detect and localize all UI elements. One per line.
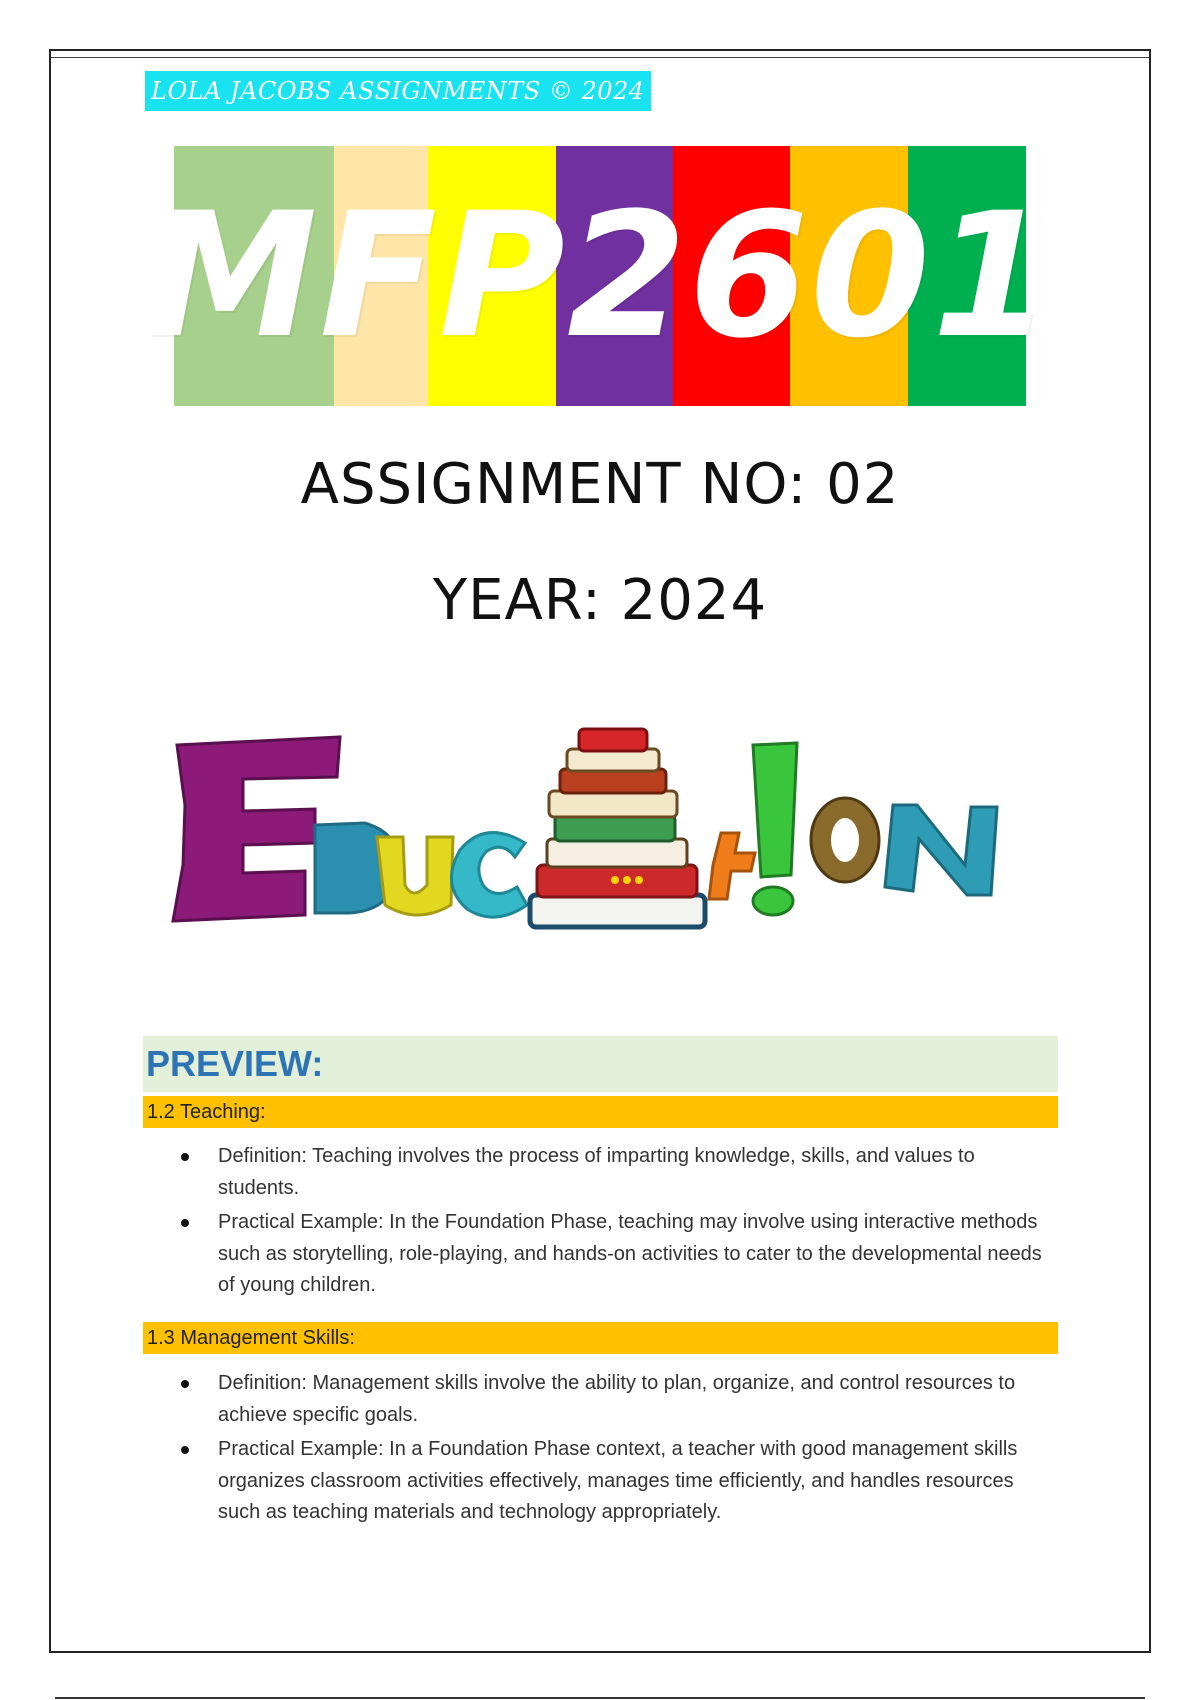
section-bullet-list <box>175 1368 1055 1532</box>
letter-u-icon <box>377 837 453 915</box>
letter-o-icon <box>811 798 879 882</box>
bullet-icon <box>181 1153 189 1161</box>
section-bullet-list <box>175 1141 1055 1305</box>
section-heading: 1.2 Teaching: <box>143 1096 1058 1128</box>
bullet-icon <box>181 1219 189 1227</box>
assignment-number: ASSIGNMENT NO: 02 <box>300 452 900 517</box>
bullet-text: Definition: Teaching involves the process of imparting knowledge, skills, and values to students. <box>218 1145 975 1199</box>
bullet-icon <box>181 1380 189 1388</box>
page-border-inner-line <box>51 57 1149 58</box>
list-item <box>175 1207 1055 1302</box>
book-stack-icon <box>530 729 705 927</box>
preview-title: PREVIEW: <box>146 1043 324 1084</box>
bullet-text: Practical Example: In a Foundation Phase context, a teacher with good management skills organizes classroom activities effectively, manages time efficiently, and handles resources such as teaching materials and technology appropriately. <box>218 1438 1018 1523</box>
course-code-title: MFP2601 <box>146 175 1054 376</box>
letter-t-icon <box>709 833 755 899</box>
section-heading: 1.3 Management Skills: <box>143 1322 1058 1354</box>
bullet-text: Practical Example: In the Foundation Phase, teaching may involve using interactive methods such as storytelling, role-playing, and hands-on activities to cater to the developmental needs of young children. <box>218 1211 1042 1296</box>
bottom-rule <box>55 1697 1145 1699</box>
assignment-year: YEAR: 2024 <box>432 568 768 633</box>
letter-c-icon <box>451 833 527 918</box>
list-item <box>175 1368 1055 1431</box>
list-item <box>175 1434 1055 1529</box>
header-stamp: LOLA JACOBS ASSIGNMENTS © 2024 <box>145 71 651 111</box>
bullet-icon <box>181 1446 189 1454</box>
list-item <box>175 1141 1055 1204</box>
letter-i-exclamation-icon <box>753 743 797 915</box>
artwork-word: Education <box>165 715 170 716</box>
education-artwork <box>165 715 1035 950</box>
bullet-text: Definition: Management skills involve the ability to plan, organize, and control resources to achieve specific goals. <box>218 1372 1016 1426</box>
letter-n-icon <box>885 805 997 895</box>
